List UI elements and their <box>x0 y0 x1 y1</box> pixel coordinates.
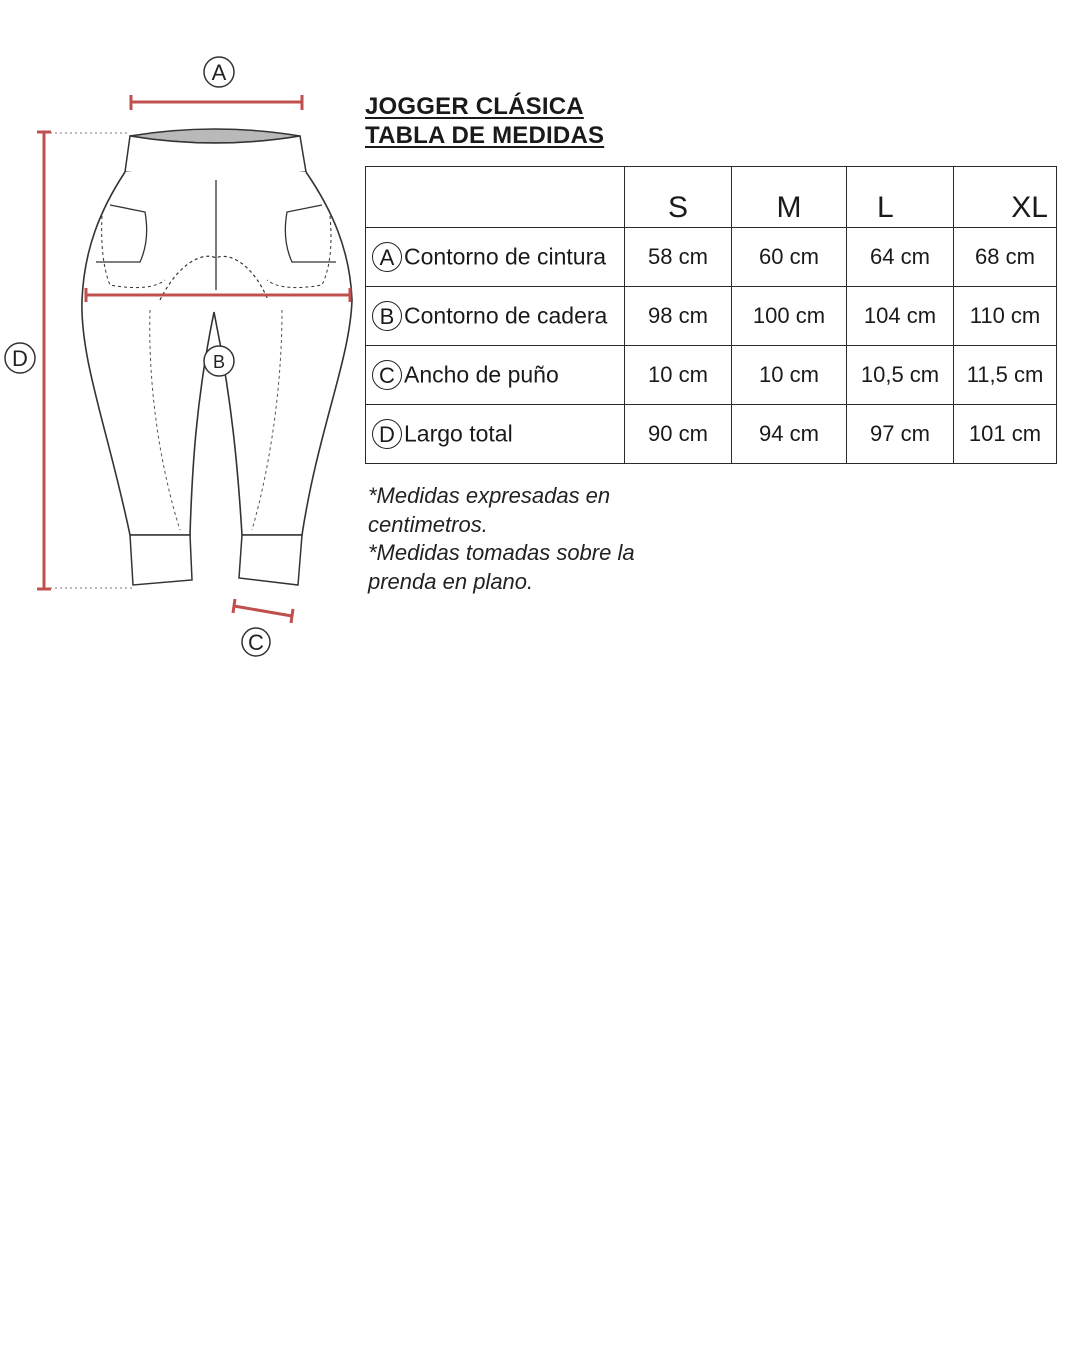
row-label-cell <box>366 346 625 405</box>
value-cell: 64 cm <box>847 228 954 287</box>
value-cell: 97 cm <box>847 405 954 464</box>
note-line: prenda en plano. <box>368 568 534 594</box>
value-cell: 10,5 cm <box>847 346 954 405</box>
svg-text:C: C <box>248 630 264 655</box>
row-key-badge: D <box>372 419 402 449</box>
row-label: Contorno de cintura <box>404 243 607 270</box>
label-d-badge <box>5 343 35 373</box>
measure-d-line <box>37 132 51 589</box>
value-cell: 98 cm <box>625 287 732 346</box>
value-cell: 94 cm <box>732 405 847 464</box>
cuff-right <box>239 535 302 585</box>
size-header-l: L <box>847 167 954 228</box>
table-row <box>366 346 1057 405</box>
value-cell: 104 cm <box>847 287 954 346</box>
value-cell: 101 cm <box>954 405 1057 464</box>
row-label: Contorno de cadera <box>404 302 608 329</box>
row-label-cell <box>366 287 625 346</box>
measure-c-line <box>233 599 293 623</box>
cuff-left <box>130 535 192 585</box>
table-row <box>366 405 1057 464</box>
table-row <box>366 287 1057 346</box>
size-header-m: M <box>732 167 847 228</box>
row-key-badge: B <box>372 301 402 331</box>
header-empty-cell <box>366 167 625 228</box>
size-header-xl: XL <box>954 167 1057 228</box>
row-label-cell <box>366 228 625 287</box>
size-header-s: S <box>625 167 732 228</box>
note-line: *Medidas tomadas sobre la <box>368 540 635 565</box>
row-label: Ancho de puño <box>404 361 559 388</box>
row-key-badge: C <box>372 360 402 390</box>
measurement-notes <box>368 482 708 596</box>
table-row <box>366 228 1057 287</box>
size-header-row <box>366 167 1057 228</box>
row-key-badge: A <box>372 242 402 272</box>
value-cell: 58 cm <box>625 228 732 287</box>
measure-a-line <box>131 95 302 110</box>
pants-diagram <box>0 0 370 680</box>
row-label: Largo total <box>404 420 513 447</box>
svg-text:A: A <box>211 60 227 85</box>
value-cell: 68 cm <box>954 228 1057 287</box>
svg-text:B: B <box>212 352 226 372</box>
value-cell: 100 cm <box>732 287 847 346</box>
svg-text:D: D <box>12 346 28 371</box>
value-cell: 90 cm <box>625 405 732 464</box>
label-a-badge <box>204 57 234 87</box>
label-c-badge <box>242 628 270 656</box>
note-line: *Medidas expresadas en <box>368 483 611 508</box>
size-table <box>365 166 1057 464</box>
row-label-cell <box>366 405 625 464</box>
title-line-2: TABLA DE MEDIDAS <box>365 122 605 149</box>
note-line: centimetros. <box>368 511 488 537</box>
value-cell: 110 cm <box>954 287 1057 346</box>
page-title <box>365 92 604 150</box>
value-cell: 10 cm <box>732 346 847 405</box>
label-b-badge <box>204 346 234 376</box>
title-line-1: JOGGER CLÁSICA <box>365 93 584 120</box>
value-cell: 60 cm <box>732 228 847 287</box>
value-cell: 10 cm <box>625 346 732 405</box>
value-cell: 11,5 cm <box>954 346 1057 405</box>
